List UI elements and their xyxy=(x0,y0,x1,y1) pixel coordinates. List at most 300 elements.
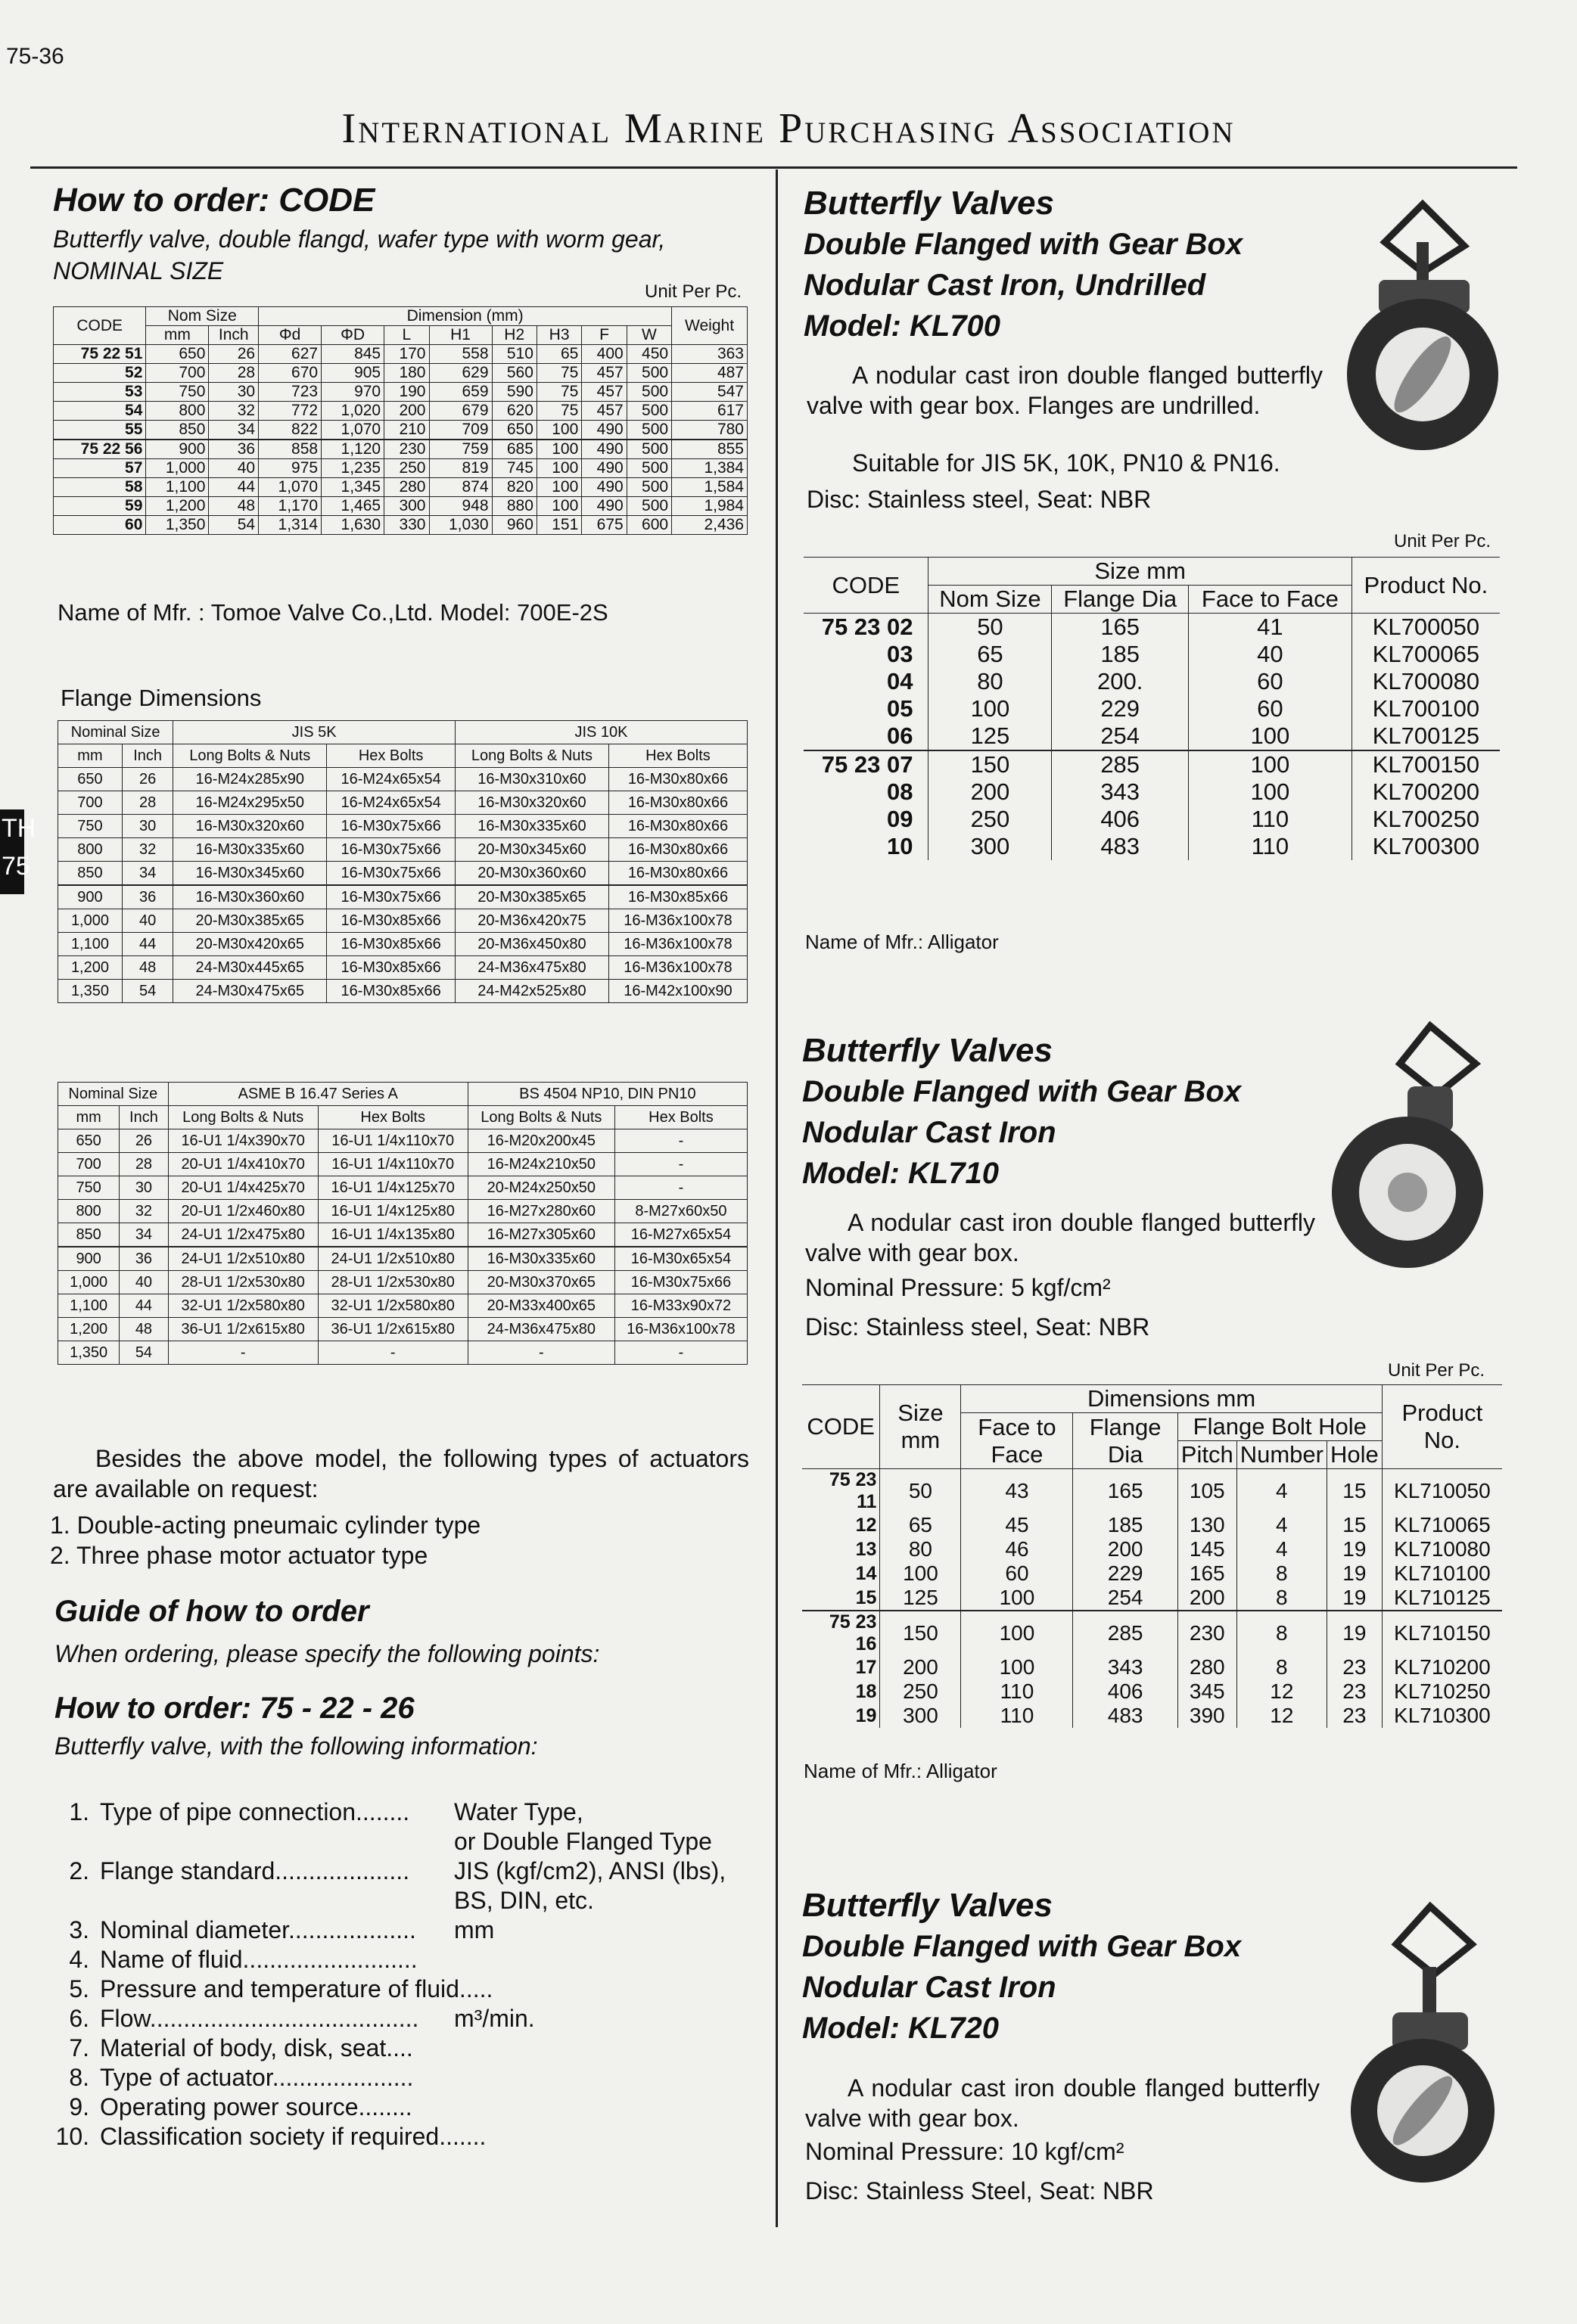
table-row xyxy=(802,1679,1502,1704)
cell-pitch: 230 xyxy=(1177,1611,1236,1655)
cell-hex-bolts-a: 16-U1 1/4x110x70 xyxy=(318,1129,468,1153)
cell-h1: 709 xyxy=(429,421,492,440)
col-code: CODE xyxy=(802,1385,880,1469)
table-row xyxy=(58,956,748,980)
cell-product-no: KL710065 xyxy=(1382,1513,1502,1537)
cell-phid: 670 xyxy=(259,364,322,383)
point-label: Name of fluid xyxy=(100,1946,243,1973)
cell-mm: 850 xyxy=(58,862,123,886)
kl700-suitable: Suitable for JIS 5K, 10K, PN10 & PN16. xyxy=(852,449,1280,477)
cell-face-to-face: 100 xyxy=(1188,722,1351,750)
cell-long-bolts-b: 24-M42x525x80 xyxy=(455,980,608,1003)
cell-weight: 547 xyxy=(672,383,748,402)
cell-code: 18 xyxy=(802,1679,880,1704)
cell-nom-size: 80 xyxy=(928,668,1052,695)
table-row xyxy=(58,768,748,791)
butterfly-valve-kl700-image xyxy=(1332,189,1506,454)
actuator-2: 2. Three phase motor actuator type xyxy=(50,1542,428,1569)
cell-mm: 700 xyxy=(146,364,209,383)
col-mm: mm xyxy=(58,1106,120,1129)
cell-flange-dia: 229 xyxy=(1052,695,1189,722)
cell-face-to-face: 60 xyxy=(1188,695,1351,722)
cell-phid: 627 xyxy=(259,345,322,364)
cell-long-bolts-b: 20-M30x345x60 xyxy=(455,838,608,862)
kl710-unit: Unit Per Pc. xyxy=(1388,1360,1485,1381)
cell-inch: 30 xyxy=(209,383,259,402)
cell-flange-dia: 254 xyxy=(1052,722,1189,750)
list-item xyxy=(45,1915,757,1945)
cell-phiD: 1,020 xyxy=(322,402,384,421)
cell-phiD: 905 xyxy=(322,364,384,383)
cell-long-bolts-a: 16-M24x285x90 xyxy=(173,768,327,791)
how-to-order-title: How to order: CODE xyxy=(53,182,375,219)
point-value: or Double Flanged Type xyxy=(454,1828,712,1855)
point-value: m³/min. xyxy=(454,2005,535,2032)
table-row xyxy=(58,909,748,933)
cell-weight: 1,584 xyxy=(672,478,748,497)
point-number: 8. xyxy=(69,2064,89,2091)
cell-code: 15 xyxy=(802,1586,880,1611)
cell-flange-dia: 483 xyxy=(1073,1704,1177,1728)
cell-code: 17 xyxy=(802,1655,880,1679)
table-row xyxy=(804,778,1500,806)
cell-code: 75 22 51 xyxy=(54,345,146,364)
cell-hex-bolts-a: 16-M30x75x66 xyxy=(327,862,456,886)
col-w: W xyxy=(627,326,671,345)
point-number: 6. xyxy=(69,2005,89,2032)
table-row xyxy=(802,1537,1502,1561)
cell-phiD: 1,630 xyxy=(322,516,384,535)
table-row xyxy=(804,750,1500,778)
cell-flange-dia: 185 xyxy=(1052,641,1189,668)
butterfly-valve-kl710-image xyxy=(1317,1011,1506,1268)
cell-code: 06 xyxy=(804,722,928,750)
list-item xyxy=(45,1856,757,1886)
cell-phiD: 1,070 xyxy=(322,421,384,440)
table-row xyxy=(54,497,748,516)
cell-hex-bolts-a: 16-M30x85x66 xyxy=(327,956,456,980)
cell-l: 210 xyxy=(384,421,429,440)
cell-long-bolts-a: 16-M30x360x60 xyxy=(173,885,327,909)
cell-h1: 679 xyxy=(429,402,492,421)
cell-face-to-face: 41 xyxy=(1188,614,1351,642)
cell-code: 12 xyxy=(802,1513,880,1537)
cell-hex-bolts-a: - xyxy=(318,1341,468,1365)
col-mm: mm xyxy=(146,326,209,345)
point-leader-dots: ..... xyxy=(459,1975,493,2002)
kl720-disc: Disc: Stainless Steel, Seat: NBR xyxy=(805,2177,1154,2204)
col-h3: H3 xyxy=(537,326,581,345)
cell-flange-dia: 185 xyxy=(1073,1513,1177,1537)
cell-code: 08 xyxy=(804,778,928,806)
cell-inch: 40 xyxy=(122,909,173,933)
cell-f: 457 xyxy=(582,364,627,383)
kl700-table xyxy=(804,557,1500,860)
kl720-sub2: Nodular Cast Iron xyxy=(802,1971,1056,2004)
cell-long-bolts-a: 36-U1 1/2x615x80 xyxy=(168,1318,318,1341)
col-nominal-size: Nominal Size xyxy=(58,721,173,744)
cell-code: 60 xyxy=(54,516,146,535)
table-row xyxy=(804,806,1500,833)
cell-l: 180 xyxy=(384,364,429,383)
table-row xyxy=(804,833,1500,860)
cell-hex-bolts-a: 16-U1 1/4x125x80 xyxy=(318,1200,468,1223)
cell-inch: 28 xyxy=(120,1153,168,1176)
cell-long-bolts-b: 20-M30x385x65 xyxy=(455,885,608,909)
cell-f: 490 xyxy=(582,497,627,516)
cell-h2: 650 xyxy=(492,421,537,440)
cell-long-bolts-a: 24-M30x475x65 xyxy=(173,980,327,1003)
kl700-description: A nodular cast iron double flanged butterfly valve with gear box. Flanges are undrilled. xyxy=(807,362,1323,419)
cell-w: 500 xyxy=(627,402,671,421)
cell-product-no: KL700100 xyxy=(1351,695,1500,722)
cell-mm: 1,200 xyxy=(58,956,123,980)
cell-hex-bolts-b: 16-M36x100x78 xyxy=(608,956,747,980)
cell-size: 80 xyxy=(880,1537,961,1561)
cell-hex-bolts-b: 16-M36x100x78 xyxy=(614,1318,747,1341)
cell-weight: 617 xyxy=(672,402,748,421)
list-item xyxy=(45,2034,757,2063)
cell-long-bolts-b: 16-M30x335x60 xyxy=(468,1247,614,1271)
cell-h2: 590 xyxy=(492,383,537,402)
actuator-1: 1. Double-acting pneumaic cylinder type xyxy=(50,1512,481,1539)
col-face-to-face: Face to Face xyxy=(1188,586,1351,614)
cell-flange-dia: 483 xyxy=(1052,833,1189,860)
kl700-model: Model: KL700 xyxy=(804,309,1001,343)
table-row xyxy=(58,1294,748,1318)
cell-mm: 800 xyxy=(146,402,209,421)
cell-inch: 30 xyxy=(122,815,173,838)
kl710-table xyxy=(802,1384,1502,1728)
cell-code: 53 xyxy=(54,383,146,402)
table-row xyxy=(58,980,748,1003)
cell-hole: 19 xyxy=(1327,1561,1382,1586)
table-row xyxy=(802,1611,1502,1655)
cell-mm: 1,350 xyxy=(58,1341,120,1365)
cell-face-to-face: 46 xyxy=(961,1537,1073,1561)
cell-code: 75 23 07 xyxy=(804,750,928,778)
point-label: Classification society if required xyxy=(100,2123,440,2150)
cell-flange-dia: 165 xyxy=(1052,614,1189,642)
cell-flange-dia: 285 xyxy=(1052,750,1189,778)
cell-inch: 34 xyxy=(120,1223,168,1247)
cell-long-bolts-a: 20-M30x420x65 xyxy=(173,933,327,956)
cell-product-no: KL700080 xyxy=(1351,668,1500,695)
cell-product-no: KL710080 xyxy=(1382,1537,1502,1561)
cell-hole: 19 xyxy=(1327,1537,1382,1561)
cell-size: 100 xyxy=(880,1561,961,1586)
table-row xyxy=(54,478,748,497)
col-inch: Inch xyxy=(209,326,259,345)
point-label: Operating power source xyxy=(100,2093,359,2120)
col-size: Size mm xyxy=(880,1385,961,1469)
cell-number: 12 xyxy=(1236,1704,1327,1728)
point-label: Type of pipe connection xyxy=(100,1798,356,1825)
header-rule xyxy=(30,166,1517,169)
cell-long-bolts-b: 16-M30x335x60 xyxy=(455,815,608,838)
cell-inch: 48 xyxy=(122,956,173,980)
cell-flange-dia: 254 xyxy=(1073,1586,1177,1611)
point-label: Flange standard xyxy=(100,1857,275,1884)
cell-mm: 900 xyxy=(58,1247,120,1271)
table-row xyxy=(802,1513,1502,1537)
kl710-sub2: Nodular Cast Iron xyxy=(802,1116,1056,1149)
cell-product-no: KL700065 xyxy=(1351,641,1500,668)
list-item xyxy=(45,2093,757,2122)
table-row xyxy=(58,1129,748,1153)
cell-l: 330 xyxy=(384,516,429,535)
kl710-title-block xyxy=(802,1030,1241,1194)
cell-face-to-face: 100 xyxy=(1188,750,1351,778)
kl720-pressure: Nominal Pressure: 10 kgf/cm² xyxy=(805,2138,1124,2165)
table-row xyxy=(58,862,748,886)
cell-nom-size: 300 xyxy=(928,833,1052,860)
cell-flange-dia: 200 xyxy=(1073,1537,1177,1561)
cell-hole: 15 xyxy=(1327,1469,1382,1514)
cell-number: 8 xyxy=(1236,1655,1327,1679)
cell-w: 500 xyxy=(627,364,671,383)
cell-number: 8 xyxy=(1236,1611,1327,1655)
cell-mm: 700 xyxy=(58,791,123,815)
cell-inch: 30 xyxy=(120,1176,168,1200)
table-row xyxy=(802,1561,1502,1586)
cell-code: 13 xyxy=(802,1537,880,1561)
cell-pitch: 345 xyxy=(1177,1679,1236,1704)
cell-code: 52 xyxy=(54,364,146,383)
cell-code: 75 23 16 xyxy=(802,1611,880,1655)
kl700-sub1: Double Flanged with Gear Box xyxy=(804,228,1243,261)
table-row xyxy=(58,815,748,838)
cell-inch: 32 xyxy=(209,402,259,421)
cell-phid: 772 xyxy=(259,402,322,421)
cell-h2: 510 xyxy=(492,345,537,364)
list-item xyxy=(45,1886,757,1915)
cell-hex-bolts-a: 16-M30x75x66 xyxy=(327,838,456,862)
cell-product-no: KL700125 xyxy=(1351,722,1500,750)
table-row xyxy=(804,722,1500,750)
table-row xyxy=(804,695,1500,722)
cell-product-no: KL710200 xyxy=(1382,1655,1502,1679)
point-leader-dots: ....... xyxy=(439,2123,487,2150)
cell-inch: 44 xyxy=(122,933,173,956)
col-flange-bolt-hole: Flange Bolt Hole xyxy=(1177,1413,1382,1441)
cell-hex-bolts-a: 16-M30x75x66 xyxy=(327,885,456,909)
cell-inch: 40 xyxy=(120,1271,168,1294)
cell-flange-dia: 406 xyxy=(1073,1679,1177,1704)
cell-face-to-face: 100 xyxy=(961,1655,1073,1679)
col-dimension: Dimension (mm) xyxy=(259,307,672,326)
cell-code: 04 xyxy=(804,668,928,695)
guide-title: Guide of how to order xyxy=(54,1595,369,1628)
cell-hex-bolts-b: 16-M42x100x90 xyxy=(608,980,747,1003)
col-product-no: Product No. xyxy=(1351,558,1500,614)
table-row xyxy=(58,791,748,815)
col-flange-dia: Flange Dia xyxy=(1052,586,1189,614)
cell-long-bolts-a: 16-M30x320x60 xyxy=(173,815,327,838)
cell-product-no: KL710050 xyxy=(1382,1469,1502,1514)
cell-code: 09 xyxy=(804,806,928,833)
cell-hex-bolts-b: - xyxy=(614,1176,747,1200)
cell-mm: 700 xyxy=(58,1153,120,1176)
cell-mm: 650 xyxy=(58,1129,120,1153)
cell-long-bolts-b: 16-M27x280x60 xyxy=(468,1200,614,1223)
cell-h3: 100 xyxy=(537,478,581,497)
kl700-unit: Unit Per Pc. xyxy=(1394,531,1491,551)
point-leader-dots: .................... xyxy=(275,1857,410,1884)
cell-long-bolts-a: 28-U1 1/2x530x80 xyxy=(168,1271,318,1294)
mfr-tomoe: Name of Mfr. : Tomoe Valve Co.,Ltd. Model: 700E-2S xyxy=(58,599,608,626)
point-value: JIS (kgf/cm2), ANSI (lbs), xyxy=(454,1857,726,1884)
cell-weight: 1,384 xyxy=(672,459,748,478)
cell-hex-bolts-a: 16-M24x65x54 xyxy=(327,768,456,791)
table-row xyxy=(58,1176,748,1200)
cell-product-no: KL700300 xyxy=(1351,833,1500,860)
point-number: 3. xyxy=(69,1916,89,1943)
list-item xyxy=(45,1827,757,1856)
cell-f: 675 xyxy=(582,516,627,535)
cell-long-bolts-b: 20-M33x400x65 xyxy=(468,1294,614,1318)
col-phid: Φd xyxy=(259,326,322,345)
cell-h1: 629 xyxy=(429,364,492,383)
cell-mm: 800 xyxy=(58,1200,120,1223)
cell-size: 300 xyxy=(880,1704,961,1728)
point-label: Material of body, disk, seat xyxy=(100,2034,387,2061)
cell-h2: 880 xyxy=(492,497,537,516)
table-row xyxy=(54,516,748,535)
cell-l: 230 xyxy=(384,440,429,459)
cell-hex-bolts-a: 32-U1 1/2x580x80 xyxy=(318,1294,468,1318)
cell-long-bolts-a: 20-U1 1/4x425x70 xyxy=(168,1176,318,1200)
cell-h1: 558 xyxy=(429,345,492,364)
col-long-bolts: Long Bolts & Nuts xyxy=(173,744,327,768)
cell-h3: 75 xyxy=(537,383,581,402)
cell-hex-bolts-b: 16-M30x80x66 xyxy=(608,815,747,838)
cell-long-bolts-b: 16-M30x310x60 xyxy=(455,768,608,791)
list-item xyxy=(45,2063,757,2093)
cell-hex-bolts-b: 16-M30x80x66 xyxy=(608,838,747,862)
cell-h3: 100 xyxy=(537,497,581,516)
cell-f: 457 xyxy=(582,402,627,421)
cell-l: 190 xyxy=(384,383,429,402)
page-number: 75-36 xyxy=(6,44,64,69)
cell-inch: 26 xyxy=(122,768,173,791)
col-hex-bolts: Hex Bolts xyxy=(614,1106,747,1129)
cell-h2: 745 xyxy=(492,459,537,478)
cell-nom-size: 150 xyxy=(928,750,1052,778)
cell-nom-size: 50 xyxy=(928,614,1052,642)
cell-l: 250 xyxy=(384,459,429,478)
cell-long-bolts-a: 24-M30x445x65 xyxy=(173,956,327,980)
cell-phiD: 1,345 xyxy=(322,478,384,497)
cell-size: 250 xyxy=(880,1679,961,1704)
cell-h1: 819 xyxy=(429,459,492,478)
cell-mm: 900 xyxy=(146,440,209,459)
cell-mm: 1,000 xyxy=(146,459,209,478)
cell-inch: 40 xyxy=(209,459,259,478)
table-row xyxy=(54,345,748,364)
cell-hex-bolts-a: 24-U1 1/2x510x80 xyxy=(318,1247,468,1271)
description-line-1: Butterfly valve, double flangd, wafer type with worm gear, xyxy=(53,225,666,253)
list-item xyxy=(45,2122,757,2152)
cell-weight: 780 xyxy=(672,421,748,440)
cell-hex-bolts-a: 16-M24x65x54 xyxy=(327,791,456,815)
point-leader-dots: .... xyxy=(386,2034,413,2061)
cell-phiD: 970 xyxy=(322,383,384,402)
table-row xyxy=(58,1223,748,1247)
cell-mm: 1,100 xyxy=(58,1294,120,1318)
cell-mm: 1,350 xyxy=(146,516,209,535)
col-product-no: Product No. xyxy=(1382,1385,1502,1469)
cell-inch: 32 xyxy=(122,838,173,862)
cell-f: 490 xyxy=(582,440,627,459)
table-row xyxy=(58,885,748,909)
cell-h3: 100 xyxy=(537,421,581,440)
cell-face-to-face: 100 xyxy=(1188,778,1351,806)
col-asme: ASME B 16.47 Series A xyxy=(168,1083,468,1106)
cell-long-bolts-b: 16-M24x210x50 xyxy=(468,1153,614,1176)
cell-f: 400 xyxy=(582,345,627,364)
kl700-disc: Disc: Stainless steel, Seat: NBR xyxy=(807,486,1152,513)
point-number: 9. xyxy=(69,2093,89,2120)
table-row xyxy=(58,1153,748,1176)
kl700-mfr: Name of Mfr.: Alligator xyxy=(805,931,999,953)
cell-size: 200 xyxy=(880,1655,961,1679)
cell-inch: 44 xyxy=(209,478,259,497)
col-jis5k: JIS 5K xyxy=(173,721,456,744)
cell-flange-dia: 200. xyxy=(1052,668,1189,695)
cell-mm: 1,000 xyxy=(58,909,123,933)
cell-flange-dia: 229 xyxy=(1073,1561,1177,1586)
point-label: Pressure and temperature of fluid xyxy=(100,1975,459,2002)
cell-h3: 100 xyxy=(537,459,581,478)
cell-inch: 32 xyxy=(120,1200,168,1223)
cell-code: 75 22 56 xyxy=(54,440,146,459)
cell-long-bolts-a: 32-U1 1/2x580x80 xyxy=(168,1294,318,1318)
col-inch: Inch xyxy=(120,1106,168,1129)
col-l: L xyxy=(384,326,429,345)
cell-long-bolts-b: 16-M20x200x45 xyxy=(468,1129,614,1153)
cell-hex-bolts-b: - xyxy=(614,1153,747,1176)
kl710-disc: Disc: Stainless steel, Seat: NBR xyxy=(805,1313,1150,1341)
side-tab-bottom: 75 xyxy=(2,852,30,881)
kl720-description: A nodular cast iron double flanged butterfly valve with gear box. xyxy=(805,2074,1320,2132)
table-row xyxy=(54,459,748,478)
col-mm: mm xyxy=(58,744,123,768)
cell-mm: 1,200 xyxy=(146,497,209,516)
cell-hex-bolts-b: 16-M30x65x54 xyxy=(614,1247,747,1271)
cell-face-to-face: 110 xyxy=(961,1679,1073,1704)
col-long-bolts: Long Bolts & Nuts xyxy=(168,1106,318,1129)
cell-weight: 1,984 xyxy=(672,497,748,516)
table-row xyxy=(58,838,748,862)
kl700-sub2: Nodular Cast Iron, Undrilled xyxy=(804,269,1206,302)
cell-hex-bolts-b: 16-M30x80x66 xyxy=(608,791,747,815)
cell-nom-size: 200 xyxy=(928,778,1052,806)
cell-product-no: KL710300 xyxy=(1382,1704,1502,1728)
cell-size: 125 xyxy=(880,1586,961,1611)
order-points-list xyxy=(45,1797,757,2152)
cell-long-bolts-b: 20-M24x250x50 xyxy=(468,1176,614,1200)
table-row xyxy=(804,641,1500,668)
cell-w: 500 xyxy=(627,383,671,402)
cell-h2: 560 xyxy=(492,364,537,383)
cell-mm: 850 xyxy=(146,421,209,440)
kl710-model: Model: KL710 xyxy=(802,1157,1000,1190)
cell-inch: 34 xyxy=(122,862,173,886)
cell-long-bolts-b: 16-M27x305x60 xyxy=(468,1223,614,1247)
cell-long-bolts-b: 20-M30x370x65 xyxy=(468,1271,614,1294)
cell-phiD: 845 xyxy=(322,345,384,364)
